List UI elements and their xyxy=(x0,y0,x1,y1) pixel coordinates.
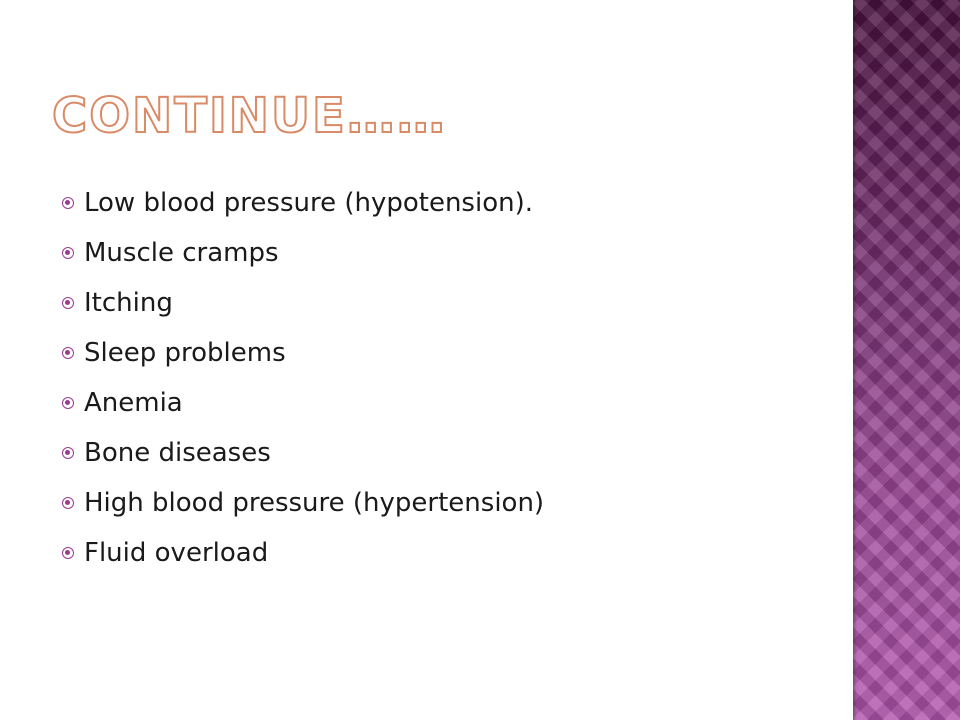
bullet-text: Fluid overload xyxy=(84,538,269,568)
circle-dot-icon xyxy=(62,497,74,509)
bullet-text: Low blood pressure (hypotension). xyxy=(84,188,533,218)
list-item xyxy=(62,478,544,528)
circle-dot-icon xyxy=(62,197,74,209)
circle-dot-icon xyxy=(62,547,74,559)
bullet-list xyxy=(62,178,544,578)
bullet-text: Anemia xyxy=(84,388,183,418)
circle-dot-icon xyxy=(62,247,74,259)
circle-dot-icon xyxy=(62,347,74,359)
list-item xyxy=(62,378,544,428)
bullet-text: Muscle cramps xyxy=(84,238,279,268)
list-item xyxy=(62,428,544,478)
list-item xyxy=(62,328,544,378)
bullet-text: Sleep problems xyxy=(84,338,286,368)
list-item xyxy=(62,228,544,278)
bullet-text: Itching xyxy=(84,288,173,318)
bullet-text: Bone diseases xyxy=(84,438,271,468)
decorative-side-band xyxy=(853,0,960,720)
bullet-text: High blood pressure (hypertension) xyxy=(84,488,545,518)
circle-dot-icon xyxy=(62,397,74,409)
circle-dot-icon xyxy=(62,447,74,459)
list-item xyxy=(62,278,544,328)
side-band-shadow xyxy=(853,0,857,720)
list-item xyxy=(62,528,544,578)
list-item xyxy=(62,178,544,228)
circle-dot-icon xyxy=(62,297,74,309)
slide-title: CONTINUE…… xyxy=(52,88,447,144)
